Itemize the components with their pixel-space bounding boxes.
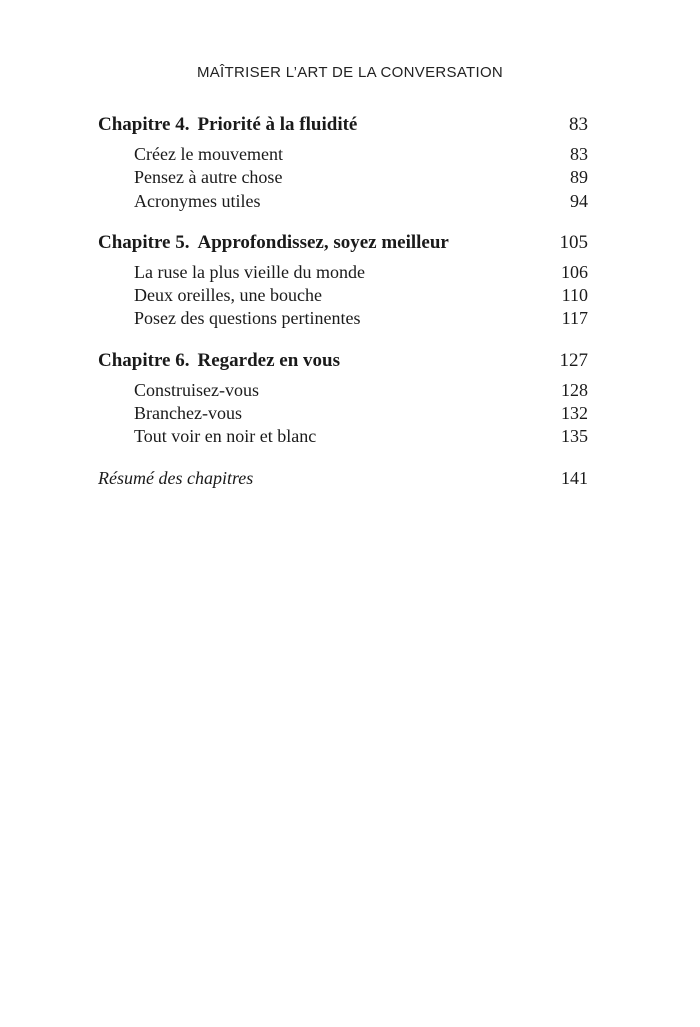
section-page-number: 106 — [561, 261, 588, 282]
section-page-number: 83 — [570, 144, 588, 164]
chapter-page-number: 83 — [569, 114, 588, 135]
chapter-number: Chapitre 4. — [98, 114, 190, 135]
chapter-label — [98, 232, 449, 254]
chapter-label — [98, 350, 340, 372]
section-title: Créez le mouvement — [134, 144, 283, 164]
section-title: Deux oreilles, une bouche — [134, 285, 322, 306]
section-entry — [98, 262, 588, 285]
chapter-title: Approfondissez, soyez meilleur — [197, 231, 449, 253]
chapter-title: Priorité à la fluidité — [197, 114, 358, 135]
table-of-contents — [98, 114, 588, 489]
chapter-5 — [98, 232, 588, 332]
section-entry — [98, 380, 588, 403]
section-title: Branchez-vous — [134, 403, 242, 424]
chapter-heading — [98, 350, 588, 380]
chapter-number: Chapitre 6. — [98, 349, 190, 371]
chapter-heading — [98, 114, 588, 144]
chapter-page-number: 127 — [559, 349, 588, 371]
section-entry — [98, 167, 588, 190]
section-page-number: 132 — [561, 403, 588, 424]
section-page-number: 89 — [570, 167, 588, 188]
section-title: Construisez-vous — [134, 379, 259, 400]
section-title: La ruse la plus vieille du monde — [134, 261, 365, 282]
section-page-number: 128 — [561, 379, 588, 400]
chapter-page-number: 105 — [559, 231, 588, 253]
section-page-number: 110 — [561, 285, 588, 306]
chapter-6 — [98, 350, 588, 450]
summary-page-number: 141 — [561, 467, 588, 488]
chapter-label — [98, 114, 357, 136]
section-entry — [98, 144, 588, 167]
summary-title: Résumé des chapitres — [98, 467, 254, 488]
section-page-number: 117 — [561, 308, 588, 329]
section-entry — [98, 285, 588, 308]
section-title: Posez des questions pertinentes — [134, 308, 361, 329]
section-title: Tout voir en noir et blanc — [134, 426, 317, 447]
chapter-heading — [98, 232, 588, 262]
section-page-number: 135 — [561, 426, 588, 447]
section-entry — [98, 403, 588, 426]
section-title: Pensez à autre chose — [134, 167, 283, 188]
section-page-number: 94 — [570, 190, 588, 211]
section-title: Acronymes utiles — [134, 190, 261, 211]
chapter-4 — [98, 114, 588, 214]
chapter-number: Chapitre 5. — [98, 231, 190, 253]
summary-entry — [98, 468, 588, 489]
running-header: MAÎTRISER L’ART DE LA CONVERSATION — [196, 64, 504, 81]
chapter-title: Regardez en vous — [197, 349, 340, 371]
section-entry — [98, 191, 588, 214]
section-entry — [98, 308, 588, 331]
section-entry — [98, 426, 588, 449]
